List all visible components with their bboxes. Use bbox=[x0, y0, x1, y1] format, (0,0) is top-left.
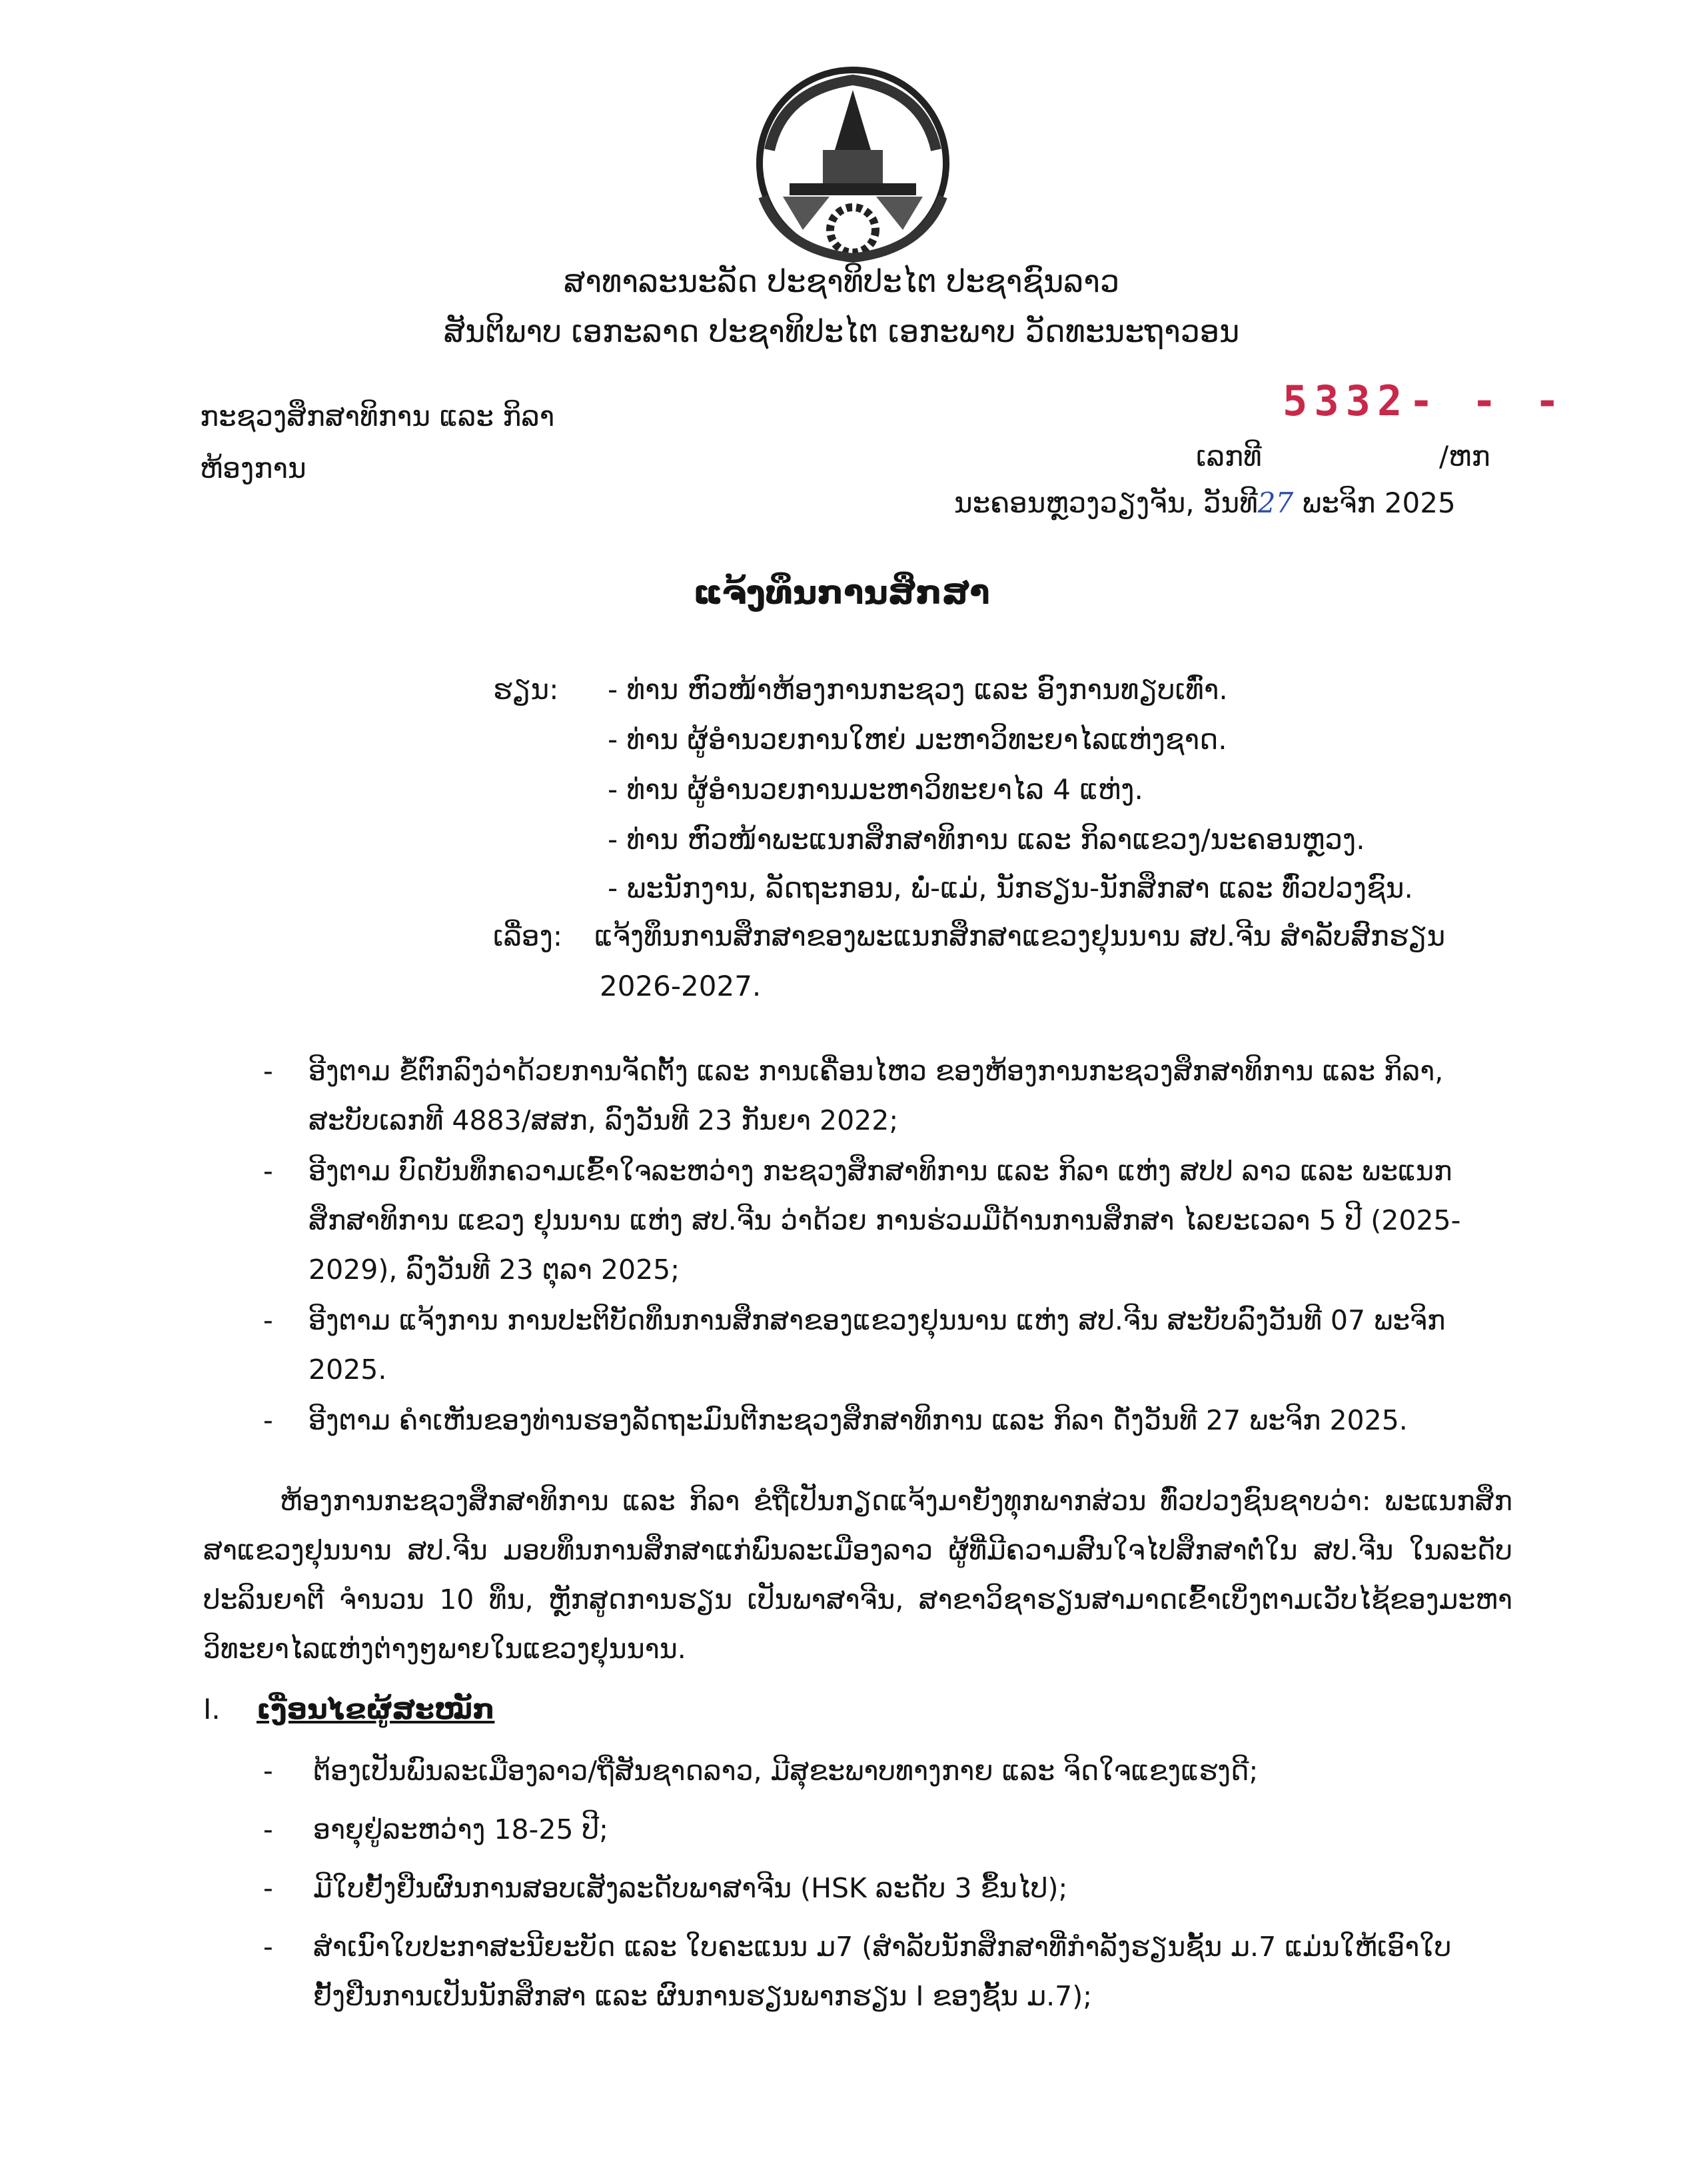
lao-national-emblem bbox=[743, 63, 963, 263]
requirement-item: - ສຳເນົາໃບປະກາສະນີຍະບັດ ແລະ ໃບຄະແນນ ມ7 (ສຳລັບນັກສຶກສາທີ່ກຳລັງຮຽນຊັ້ນ ມ.7 ແມ່ນໃຫ້ເອົາໃບຢັ້ງຢືນການເປັນນັກສຶກສາ ແລະ ຜົນການຮຽນພາກຮຽນ I ຂອງຊັ້ນ ມ.7); bbox=[263, 1931, 1452, 2012]
requirement-item: - ມີໃບຢັ້ງຢືນຜົນການສອບເສັງລະດັບພາສາຈີນ (HSK ລະດັບ 3 ຂຶ້ນໄປ); bbox=[263, 1872, 1068, 1904]
recipient-item: - ທ່ານ ຫົວໜ້າຫ້ອງການກະຊວງ ແລະ ອົງການທຽບເທົ່າ. bbox=[608, 673, 1228, 706]
stamp-dashes: - - - bbox=[1408, 377, 1566, 425]
reference-item: - ອີງຕາມ ຄຳເຫັນຂອງທ່ານຮອງລັດຖະມົນຕີກະຊວງສຶກສາທິການ ແລະ ກິລາ ດັ່ງວັນທີ 27 ພະຈິກ 2025. bbox=[263, 1404, 1408, 1436]
document-number-stamp bbox=[1283, 377, 1566, 425]
country-name: ສາທາລະນະລັດ ປະຊາທິປະໄຕ ປະຊາຊົນລາວ bbox=[563, 263, 1120, 299]
section-title: ເງື່ອນໄຂຜູ້ສະໝັກ bbox=[257, 1693, 495, 1725]
date-suffix: ພະຈິກ 2025 bbox=[1302, 487, 1456, 519]
issuing-office: ຫ້ອງການ bbox=[200, 452, 306, 485]
recipient-item: - ທ່ານ ຜູ້ອຳນວຍການໃຫຍ່ ມະຫາວິທະຍາໄລແຫ່ງຊາດ. bbox=[608, 723, 1227, 756]
issuing-ministry: ກະຊວງສຶກສາທິການ ແລະ ກິລາ bbox=[200, 400, 555, 433]
recipient-item: - ພະນັກງານ, ລັດຖະກອນ, ພໍ່-ແມ່, ນັກຮຽນ-ນັກສຶກສາ ແລະ ທົ່ວປວງຊົນ. bbox=[608, 872, 1413, 904]
stamp-number: 5332 bbox=[1283, 377, 1409, 425]
reference-item: - ອີງຕາມ ບົດບັນທຶກຄວາມເຂົ້າໃຈລະຫວ່າງ ກະຊວງສຶກສາທິການ ແລະ ກິລາ ແຫ່ງ ສປປ ລາວ ແລະ ພະແນກສຶກສາທິການ ແຂວງ ຢຸນນານ ແຫ່ງ ສປ.ຈີນ ວ່າດ້ວຍ ການຮ່ວມມືດ້ານການສຶກສາ ໄລຍະເວລາ 5 ປີ (2025-2029), ລົງວັນທີ 23 ຕຸລາ 2025; bbox=[263, 1155, 1461, 1286]
document-title: ແຈ້ງທຶນການສຶກສາ bbox=[693, 573, 990, 612]
national-motto: ສັນຕິພາບ ເອກະລາດ ປະຊາທິປະໄຕ ເອກະພາບ ວັດທະນະຖາວອນ bbox=[443, 313, 1240, 349]
requirements-list bbox=[263, 1746, 1516, 2027]
recipient-item: - ທ່ານ ຜູ້ອຳນວຍການມະຫາວິທະຍາໄລ 4 ແຫ່ງ. bbox=[608, 773, 1143, 806]
section-heading bbox=[203, 1693, 494, 1725]
subject-text-continued: 2026-2027. bbox=[600, 970, 762, 1002]
reference-item: - ອີງຕາມ ຂໍ້ຕົກລົງວ່າດ້ວຍການຈັດຕັ້ງ ແລະ ການເຄື່ອນໄຫວ ຂອງຫ້ອງການກະຊວງສຶກສາທິການ ແລະ ກິລາ, ສະບັບເລກທີ 4883/ສສກ, ລົງວັນທີ 23 ກັນຍາ 2022; bbox=[263, 1055, 1444, 1136]
date-line bbox=[954, 487, 1456, 519]
document-number-suffix: /ຫກ bbox=[1439, 440, 1490, 473]
document-number-label: ເລກທີ bbox=[1196, 440, 1262, 473]
requirement-item: - ອາຍຸຢູ່ລະຫວ່າງ 18-25 ປີ; bbox=[263, 1813, 608, 1845]
subject-label: ເລື່ອງ: bbox=[493, 920, 563, 952]
date-day-handwritten: 27 bbox=[1257, 487, 1294, 519]
legal-references bbox=[263, 1046, 1516, 1445]
reference-item: - ອີງຕາມ ແຈ້ງການ ການປະຕິບັດທຶນການສຶກສາຂອງແຂວງຢຸນນານ ແຫ່ງ ສປ.ຈີນ ສະບັບລົງວັນທີ 07 ພະຈິກ 2025. bbox=[263, 1304, 1446, 1386]
body-paragraph: ຫ້ອງການກະຊວງສຶກສາທິການ ແລະ ກິລາ ຂໍຖືເປັນກຽດແຈ້ງມາຍັງທຸກພາກສ່ວນ ທົ່ວປວງຊົນຊາບວ່າ: ພະແນກສຶກສາແຂວງຢຸນນານ ສປ.ຈີນ ມອບທຶນການສຶກສາແກ່ພົນລະເມືອງລາວ ຜູ້ທີ່ມີຄວາມສົນໃຈໄປສຶກສາຕໍ່ໃນ ສປ.ຈີນ ໃນລະດັບປະລິນຍາຕີ ຈຳນວນ 10 ທຶນ, ຫຼັກສູດການຮຽນ ເປັນພາສາຈີນ, ສາຂາວິຊາຮຽນສາມາດເຂົ້າເບິ່ງຕາມເວັບໄຊ້ຂອງມະຫາວິທະຍາໄລແຫ່ງຕ່າງໆພາຍໃນແຂວງຢຸນນານ. bbox=[203, 1485, 1512, 1665]
subject-text: ແຈ້ງທຶນການສຶກສາຂອງພະແນກສຶກສາແຂວງຢຸນນານ ສປ.ຈີນ ສຳລັບສົກຮຽນ bbox=[594, 920, 1446, 952]
date-prefix: ນະຄອນຫຼວງວຽງຈັນ, ວັນທີ bbox=[954, 487, 1258, 519]
recipients-label: ຮຽນ: bbox=[493, 673, 559, 706]
section-number: I. bbox=[203, 1693, 221, 1725]
requirement-item: - ຕ້ອງເປັນພົນລະເມືອງລາວ/ຖືສັນຊາດລາວ, ມີສຸຂະພາບທາງກາຍ ແລະ ຈິດໃຈແຂງແຮງດີ; bbox=[263, 1755, 1259, 1787]
recipient-item: - ທ່ານ ຫົວໜ້າພະແນກສຶກສາທິການ ແລະ ກິລາແຂວງ/ນະຄອນຫຼວງ. bbox=[608, 823, 1365, 856]
